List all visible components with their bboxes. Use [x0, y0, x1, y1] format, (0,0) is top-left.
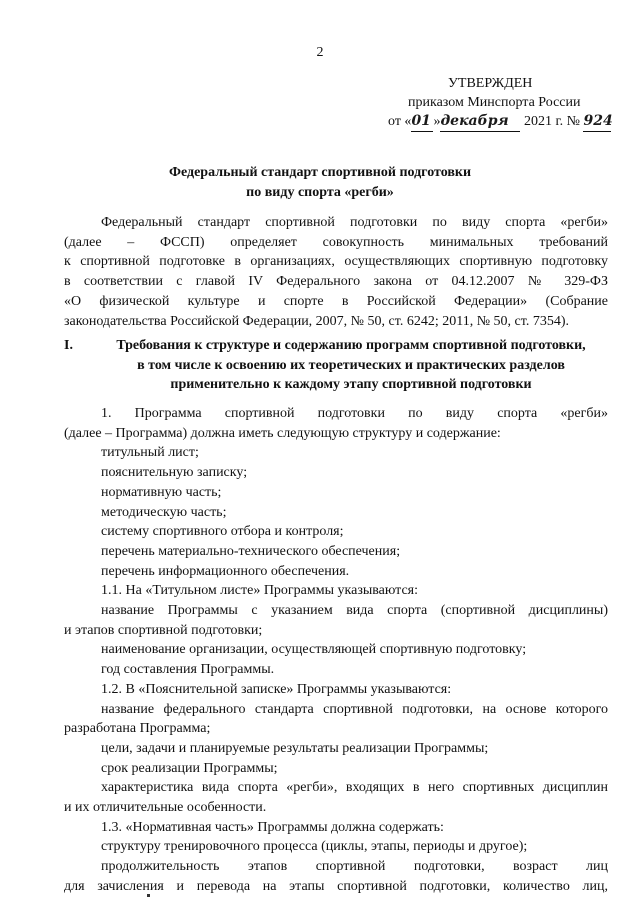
item-1-1-a-line-2: и этапов спортивной подготовки; [64, 622, 263, 638]
section-heading-line-3: применительно к каждому этапу спортивной подготовки [170, 377, 532, 392]
scan-speck [147, 894, 150, 897]
intro-line-4: в соответствии с главой IV Федерального закона от 04.12.2007 № 329-ФЗ [64, 274, 608, 290]
section-number: I. [64, 338, 73, 353]
intro-paragraph [64, 213, 608, 331]
requirements-body [64, 404, 608, 897]
approval-day-handwritten: 01 [411, 112, 433, 132]
intro-line-3: к спортивной подготовке в организациях, осуществляющих спортивную подготовку [64, 254, 608, 270]
item-1-2-a-line-2: разработана Программа; [64, 721, 211, 737]
structure-item-6: перечень материально-технического обеспечения; [101, 543, 401, 559]
approval-order: приказом Минспорта России [408, 95, 581, 110]
item-1-2-a-line-1: название федерального стандарта спортивной подготовки, на основе которого [101, 701, 608, 717]
item-1-2-b: цели, задачи и планируемые результаты реализации Программы; [101, 740, 489, 756]
approval-month-handwritten: декабря [440, 112, 520, 132]
intro-line-5: «О физической культуре и спорте в Российской Федерации» (Собрание [64, 293, 608, 309]
item-1-3-b-line-1: продолжительность этапов спортивной подготовки, возраст лиц [101, 859, 608, 875]
section-heading-line-2: в том числе к освоению их теоретических и практических разделов [137, 357, 565, 373]
approval-date-prefix: от « [388, 114, 412, 129]
structure-item-4: методическую часть; [101, 504, 227, 520]
item-1-1-a-line-1: название Программы с указанием вида спорта (спортивной дисциплины) [101, 603, 608, 619]
intro-line-1: Федеральный стандарт спортивной подготовки по виду спорта «регби» [101, 215, 608, 230]
item-1-1: 1.1. На «Титульном листе» Программы указываются: [101, 583, 418, 599]
approval-block [388, 74, 618, 132]
intro-line-6: законодательства Российской Федерации, 2007, № 50, ст. 6242; 2011, № 50, ст. 7354). [64, 313, 569, 329]
approval-date-line [388, 112, 618, 132]
item-1-line-1: 1. Программа спортивной подготовки по виду спорта «регби» [101, 406, 608, 421]
approval-title: УТВЕРЖДЕН [448, 76, 533, 91]
item-1-1-c: год составления Программы. [101, 662, 275, 678]
item-1-2-d-line-1: характеристика вида спорта «регби», входящих в него спортивных дисциплин [101, 780, 608, 796]
structure-item-7: перечень информационного обеспечения. [101, 563, 350, 579]
title-line-2: по виду спорта «регби» [246, 185, 394, 200]
item-1-2-c: срок реализации Программы; [101, 760, 278, 776]
title-line-1: Федеральный стандарт спортивной подготовки [168, 165, 472, 180]
item-1-3-b-line-2: для зачисления и перевода на этапы спортивной подготовки, количество лиц, [64, 878, 608, 894]
item-1-3-a: структуру тренировочного процесса (циклы, этапы, периоды и другое); [101, 839, 528, 855]
item-1-2: 1.2. В «Пояснительной записке» Программы указываются: [101, 681, 452, 697]
approval-number-handwritten: 924 [583, 112, 611, 132]
item-1-line-2: (далее – Программа) должна иметь следующую структуру и содержание: [64, 425, 501, 441]
approval-day-close: » [433, 114, 441, 129]
section-heading [64, 336, 608, 395]
document-title [0, 163, 640, 203]
structure-item-1: титульный лист; [101, 445, 199, 461]
item-1-3: 1.3. «Нормативная часть» Программы должна содержать: [101, 819, 444, 835]
page-number: 2 [316, 45, 324, 60]
structure-item-5: систему спортивного отбора и контроля; [101, 524, 344, 540]
structure-item-2: пояснительную записку; [101, 465, 248, 481]
item-1-1-b: наименование организации, осуществляющей спортивную подготовку; [101, 642, 527, 658]
section-heading-line-1: Требования к структуре и содержанию программ спортивной подготовки, [116, 338, 586, 353]
approval-year: 2021 г. № [523, 114, 580, 129]
item-1-2-d-line-2: и их отличительные особенности. [64, 800, 267, 816]
structure-item-3: нормативную часть; [101, 484, 222, 500]
intro-line-2: (далее – ФССП) определяет совокупность минимальных требований [64, 234, 608, 250]
